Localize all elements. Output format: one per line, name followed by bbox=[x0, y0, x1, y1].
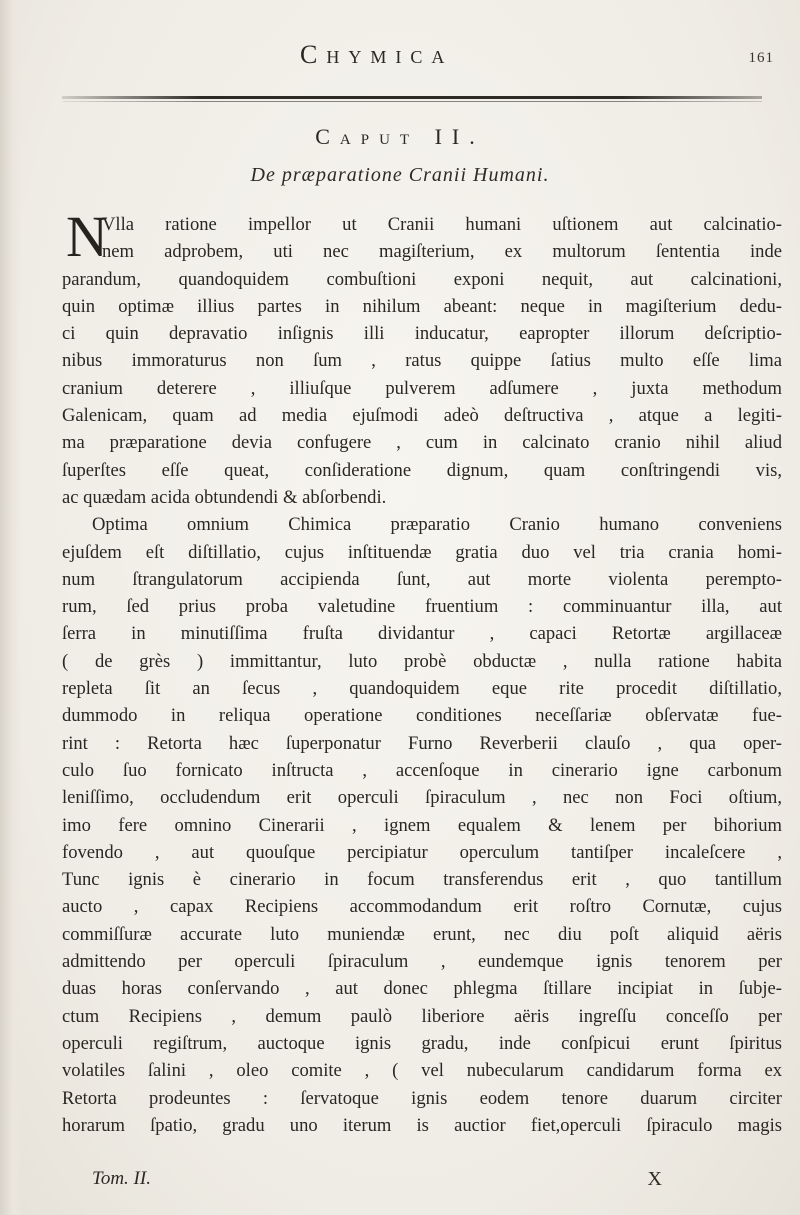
text-line: operculi regiſtrum, auctoque ignis gradu, inde conſpicui erunt ſpiritus bbox=[62, 1032, 782, 1054]
text-line: ſerra in minutiſſima fruſta dividantur , capaci Retortæ argillaceæ bbox=[62, 623, 782, 645]
header-rule-thin bbox=[62, 101, 762, 102]
page-number: 161 bbox=[748, 50, 774, 66]
text-line: imo fere omnino Cinerarii , ignem equalem & lenem per bihorium bbox=[62, 814, 782, 836]
text-line: ſuperſtes eſſe queat, conſideratione dignum, quam conſtringendi vis, bbox=[62, 459, 782, 481]
text-line: ejuſdem eſt diſtillatio, cujus inſtituendæ gratia duo vel tria crania homi- bbox=[62, 541, 782, 563]
text-line: Galenicam, quam ad media ejuſmodi adeò deſtructiva , atque a legiti- bbox=[62, 405, 782, 427]
text-line: duas horas conſervando , aut donec phlegma ſtillare incipiat in ſubje- bbox=[62, 978, 782, 1000]
running-head bbox=[0, 40, 800, 70]
text-line: ( de grès ) immittantur, luto probè obductæ , nulla ratione habita bbox=[62, 650, 782, 672]
volume-mark: Tom. II. bbox=[92, 1168, 151, 1189]
text-line: ac quædam acida obtundendi & abſorbendi. bbox=[62, 486, 387, 508]
text-line: Optima omnium Chimica præparatio Cranio humano conveniens bbox=[92, 514, 782, 536]
text-line: dummodo in reliqua operatione conditiones neceſſariæ obſervatæ fue- bbox=[62, 705, 782, 727]
text-line: Retorta prodeuntes : ſervatoque ignis eodem tenore duarum circiter bbox=[62, 1087, 782, 1109]
text-line: ma præparatione devia confugere , cum in calcinato cranio nihil aliud bbox=[62, 432, 782, 454]
text-line: parandum, quandoquidem combuſtioni exponi nequit, aut calcinationi, bbox=[62, 268, 782, 290]
text-line: admittendo per operculi ſpiraculum , eundemque ignis tenorem per bbox=[62, 951, 782, 973]
header-rule bbox=[62, 96, 762, 99]
text-line: rint : Retorta hæc ſuperponatur Furno Reverberii clauſo , qua oper- bbox=[62, 732, 782, 754]
text-line: num ſtrangulatorum accipienda ſunt, aut morte violenta perempto- bbox=[62, 568, 782, 590]
text-line: quin optimæ illius partes in nihilum abeant: neque in magiſterium dedu- bbox=[62, 295, 782, 317]
text-line: culo ſuo fornicato inſtructa , accenſoque in cinerario igne carbonum bbox=[62, 759, 782, 781]
chapter-heading: Caput II. bbox=[315, 124, 485, 149]
text-line: repleta ſit an ſecus , quandoquidem eque rite procedit diſtillatio, bbox=[62, 678, 782, 700]
text-line: leniſſimo, occludendum erit operculi ſpiraculum , nec non Foci oſtium, bbox=[62, 787, 782, 809]
text-line: Tunc ignis è cinerario in focum transferendus erit , quo tantillum bbox=[62, 869, 782, 891]
text-line: cranium deterere , illiuſque pulverem adſumere , juxta methodum bbox=[62, 377, 782, 399]
body-text bbox=[62, 211, 782, 1139]
text-line: nem adprobem, uti nec magiſterium, ex multorum ſententia inde bbox=[102, 241, 782, 263]
text-line: fovendo , aut quouſque percipiatur operculum tantiſper incaleſcere , bbox=[62, 841, 782, 863]
text-line: commiſſuræ accurate luto muniendæ erunt, nec diu poſt aliquid aëris bbox=[62, 923, 782, 945]
text-line: ci quin depravatio inſignis illi inducatur, eapropter illorum deſcriptio- bbox=[62, 323, 782, 345]
text-line: nibus immoraturus non ſum , ratus quippe ſatius multo eſſe lima bbox=[62, 350, 782, 372]
signature-mark: X bbox=[647, 1168, 662, 1190]
running-title: Chymica bbox=[300, 40, 454, 69]
text-line: Vlla ratione impellor ut Cranii humani uſtionem aut calcinatio- bbox=[102, 214, 782, 235]
page-footer bbox=[92, 1168, 752, 1198]
text-line: volatiles ſalini , oleo comite , ( vel nubecularum candidarum forma ex bbox=[62, 1060, 782, 1082]
drop-cap: N bbox=[66, 204, 108, 269]
text-line: horarum ſpatio, gradu uno iterum is auctior fiet,operculi ſpiraculo magis bbox=[62, 1114, 782, 1136]
chapter-subtitle: De præparatione Cranii Humani. bbox=[250, 164, 550, 186]
text-line: rum, ſed prius proba valetudine fruentium : comminuantur illa, aut bbox=[62, 596, 782, 618]
text-line: ctum Recipiens , demum paulò liberiore aëris ingreſſu conceſſo per bbox=[62, 1005, 782, 1027]
text-line: aucto , capax Recipiens accommodandum erit roſtro Cornutæ, cujus bbox=[62, 896, 782, 918]
